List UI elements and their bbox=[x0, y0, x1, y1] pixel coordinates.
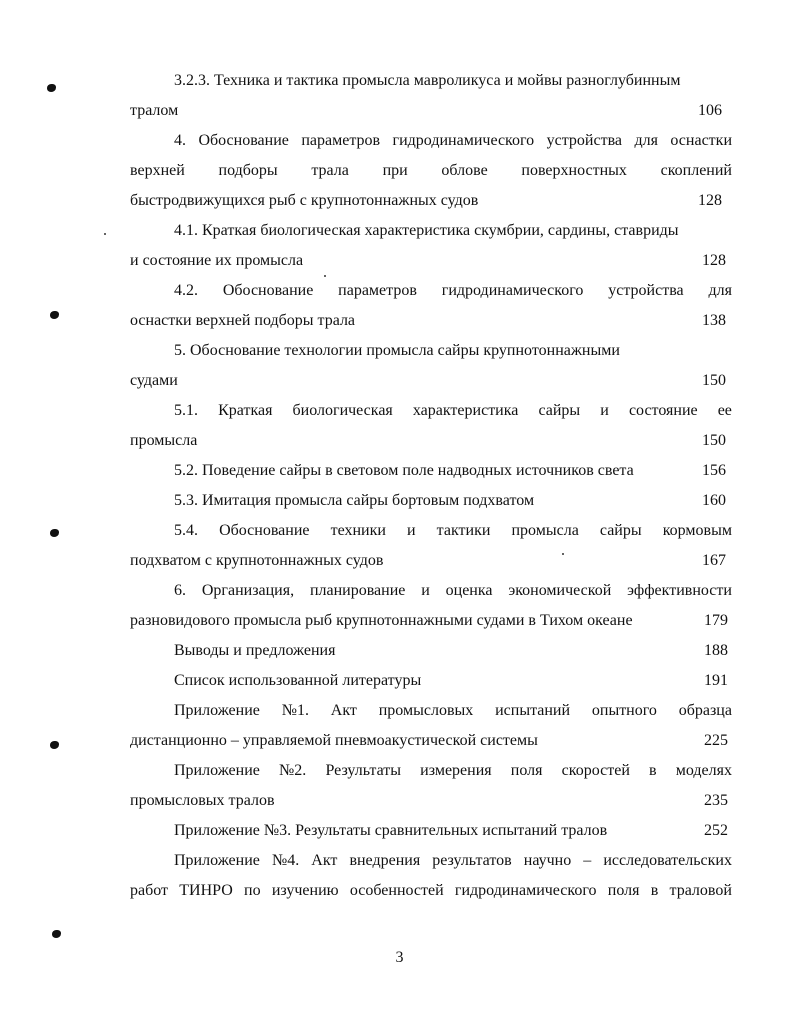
toc-word: моделях bbox=[675, 762, 732, 779]
toc-word: измерения bbox=[420, 762, 492, 779]
toc-entry-line bbox=[130, 786, 732, 816]
toc-entry-text: Выводы и предложения bbox=[174, 642, 336, 659]
toc-entry-line bbox=[130, 456, 732, 486]
toc-word: поля bbox=[510, 762, 543, 779]
toc-word: кормовым bbox=[662, 522, 732, 539]
toc-page-number: 128 bbox=[698, 192, 722, 209]
toc-entry-text: Список использованной литературы bbox=[174, 672, 422, 689]
toc-word: тактики bbox=[436, 522, 491, 539]
toc-word: изучению bbox=[271, 882, 339, 899]
toc-word: 4.2. bbox=[174, 282, 198, 299]
toc-word: Краткая bbox=[218, 402, 273, 419]
toc-entry-text: 4.1. Краткая биологическая характеристика скумбрии, сардины, ставриды bbox=[174, 222, 679, 239]
toc-word: ее bbox=[717, 402, 732, 419]
toc-page-number: 191 bbox=[704, 672, 728, 689]
toc-word: Приложение bbox=[174, 852, 260, 869]
toc-word: планирование bbox=[309, 582, 406, 599]
toc-entry-text: 5. Обоснование технологии промысла сайры крупнотоннажными bbox=[174, 342, 620, 359]
toc-word: для bbox=[634, 132, 658, 149]
toc-word: промысла bbox=[511, 522, 579, 539]
toc-word: техники bbox=[330, 522, 386, 539]
toc-entry-line bbox=[130, 96, 732, 126]
toc-entry-text: 3.2.3. Техника и тактика промысла мавроликуса и мойвы разноглубинным bbox=[174, 72, 681, 89]
toc-word: Организация, bbox=[201, 582, 295, 599]
toc-entry-text: 5.2. Поведение сайры в световом поле надводных источников света bbox=[174, 462, 634, 479]
toc-word: ТИНРО bbox=[179, 882, 233, 899]
toc-entry-line bbox=[130, 846, 732, 876]
toc-word: в bbox=[649, 762, 657, 779]
toc-entry-line bbox=[130, 756, 732, 786]
toc-word: параметров bbox=[338, 282, 417, 299]
toc-word: №4. bbox=[271, 852, 300, 869]
toc-word: и bbox=[421, 582, 430, 599]
punch-hole-mark bbox=[50, 529, 59, 537]
toc-entry-line bbox=[130, 216, 732, 246]
toc-word: Приложение bbox=[174, 702, 260, 719]
toc-word: 4. bbox=[174, 132, 186, 149]
toc-page-number: 225 bbox=[704, 732, 728, 749]
toc-word: Акт bbox=[311, 852, 338, 869]
toc-entry-line bbox=[130, 186, 732, 216]
toc-word: Обоснование bbox=[222, 282, 314, 299]
toc-entry-text: промысловых тралов bbox=[130, 792, 275, 809]
toc-word: промысловых bbox=[378, 702, 474, 719]
toc-word: подборы bbox=[218, 162, 278, 179]
toc-entry-line bbox=[130, 726, 732, 756]
toc-word: №2. bbox=[279, 762, 307, 779]
toc-word: эффективности bbox=[627, 582, 732, 599]
toc-page-number: 106 bbox=[698, 102, 722, 119]
toc-word: результатов bbox=[432, 852, 512, 869]
toc-page-number: 188 bbox=[704, 642, 728, 659]
toc-page-number: 167 bbox=[702, 552, 726, 569]
toc-entry-line bbox=[130, 516, 732, 546]
toc-word: – bbox=[583, 852, 592, 869]
toc-word: особенностей bbox=[349, 882, 444, 899]
punch-hole-mark bbox=[47, 84, 56, 92]
toc-word: верхней bbox=[130, 162, 185, 179]
page-number: 3 bbox=[395, 949, 404, 966]
toc-entry-line bbox=[130, 876, 732, 906]
toc-entry-text: Приложение №3. Результаты сравнительных испытаний тралов bbox=[174, 822, 608, 839]
toc-word: оценка bbox=[445, 582, 493, 599]
toc-entry-line bbox=[130, 666, 732, 696]
toc-word: гидродинамического bbox=[441, 282, 584, 299]
toc-entry-line bbox=[130, 276, 732, 306]
toc-entry-text: тралом bbox=[130, 102, 179, 119]
toc-word: Обоснование bbox=[219, 522, 310, 539]
toc-word: по bbox=[244, 882, 261, 899]
toc-word: 5.1. bbox=[174, 402, 198, 419]
toc-word: поля bbox=[607, 882, 640, 899]
toc-word: для bbox=[708, 282, 732, 299]
toc-entry-text: дистанционно – управляемой пневмоакустической системы bbox=[130, 732, 538, 749]
toc-word: Результаты bbox=[325, 762, 402, 779]
toc-entry-text: разновидового промысла рыб крупнотоннажными судами в Тихом океане bbox=[130, 612, 633, 629]
toc-word: гидродинамического bbox=[454, 882, 597, 899]
toc-word: скоплений bbox=[660, 162, 732, 179]
toc-entry-text: оснастки верхней подборы трала bbox=[130, 312, 356, 329]
scan-speck bbox=[104, 233, 106, 235]
toc-word: опытного bbox=[591, 702, 657, 719]
toc-entry-line bbox=[130, 486, 732, 516]
toc-entry-text: 5.3. Имитация промысла сайры бортовым подхватом bbox=[174, 492, 535, 509]
toc-word: гидродинамического bbox=[392, 132, 535, 149]
toc-word: Приложение bbox=[174, 762, 260, 779]
toc-entry-line bbox=[130, 306, 732, 336]
toc-entry-line bbox=[130, 696, 732, 726]
toc-word: экономической bbox=[508, 582, 612, 599]
toc-word: устройства bbox=[608, 282, 684, 299]
toc-word: и bbox=[600, 402, 609, 419]
punch-hole-mark bbox=[52, 930, 61, 938]
toc-word: Обоснование bbox=[198, 132, 289, 149]
toc-word: 6. bbox=[174, 582, 186, 599]
toc-word: Акт bbox=[330, 702, 357, 719]
toc-word: сайры bbox=[599, 522, 642, 539]
toc-word: поверхностных bbox=[521, 162, 627, 179]
toc-word: траловой bbox=[669, 882, 732, 899]
toc-page-number: 138 bbox=[702, 312, 726, 329]
toc-page-number: 156 bbox=[702, 462, 726, 479]
toc-entry-line bbox=[130, 606, 732, 636]
toc-entry-line bbox=[130, 816, 732, 846]
toc-entry-line bbox=[130, 66, 732, 96]
toc-word: исследовательских bbox=[603, 852, 732, 869]
toc-entry-line bbox=[130, 426, 732, 456]
toc-word: сайры bbox=[538, 402, 581, 419]
toc-word: при bbox=[382, 162, 408, 179]
toc-word: 5.4. bbox=[174, 522, 198, 539]
toc-page-number: 150 bbox=[702, 432, 726, 449]
toc-page-number: 150 bbox=[702, 372, 726, 389]
toc-word: в bbox=[650, 882, 659, 899]
toc-word: параметров bbox=[301, 132, 381, 149]
toc-page-number: 160 bbox=[702, 492, 726, 509]
toc-word: научно bbox=[523, 852, 572, 869]
toc-entry-line bbox=[130, 546, 732, 576]
toc-entry-text: и состояние их промысла bbox=[130, 252, 304, 269]
punch-hole-mark bbox=[50, 311, 59, 319]
toc-entry-line bbox=[130, 366, 732, 396]
toc-word: биологическая bbox=[292, 402, 393, 419]
toc-word: №1. bbox=[281, 702, 309, 719]
toc-word: внедрения bbox=[349, 852, 421, 869]
toc-entry-text: подхватом с крупнотоннажных судов bbox=[130, 552, 384, 569]
toc-entry-line bbox=[130, 246, 732, 276]
toc-entry-line bbox=[130, 396, 732, 426]
toc-word: испытаний bbox=[495, 702, 571, 719]
toc-page-number: 179 bbox=[704, 612, 728, 629]
toc-entry-text: судами bbox=[130, 372, 178, 389]
toc-word: и bbox=[407, 522, 416, 539]
toc-entry-line bbox=[130, 576, 732, 606]
toc-page-number: 252 bbox=[704, 822, 728, 839]
toc-page-number: 128 bbox=[702, 252, 726, 269]
toc-entry-line bbox=[130, 636, 732, 666]
toc-entry-text: быстродвижущихся рыб с крупнотоннажных судов bbox=[130, 192, 479, 209]
toc-word: устройства bbox=[546, 132, 623, 149]
toc-word: облове bbox=[441, 162, 488, 179]
toc-entry-line bbox=[130, 126, 732, 156]
toc-word: характеристика bbox=[412, 402, 519, 419]
toc-entry-line bbox=[130, 336, 732, 366]
toc-word: оснастки bbox=[670, 132, 732, 149]
toc-entry-line bbox=[130, 156, 732, 186]
toc-word: трала bbox=[311, 162, 349, 179]
toc-word: образца bbox=[678, 702, 732, 719]
toc-word: состояние bbox=[628, 402, 698, 419]
toc-word: работ bbox=[130, 882, 169, 899]
toc-entry-text: промысла bbox=[130, 432, 198, 449]
punch-hole-mark bbox=[50, 741, 59, 749]
toc-page-number: 235 bbox=[704, 792, 728, 809]
toc-word: скоростей bbox=[561, 762, 630, 779]
